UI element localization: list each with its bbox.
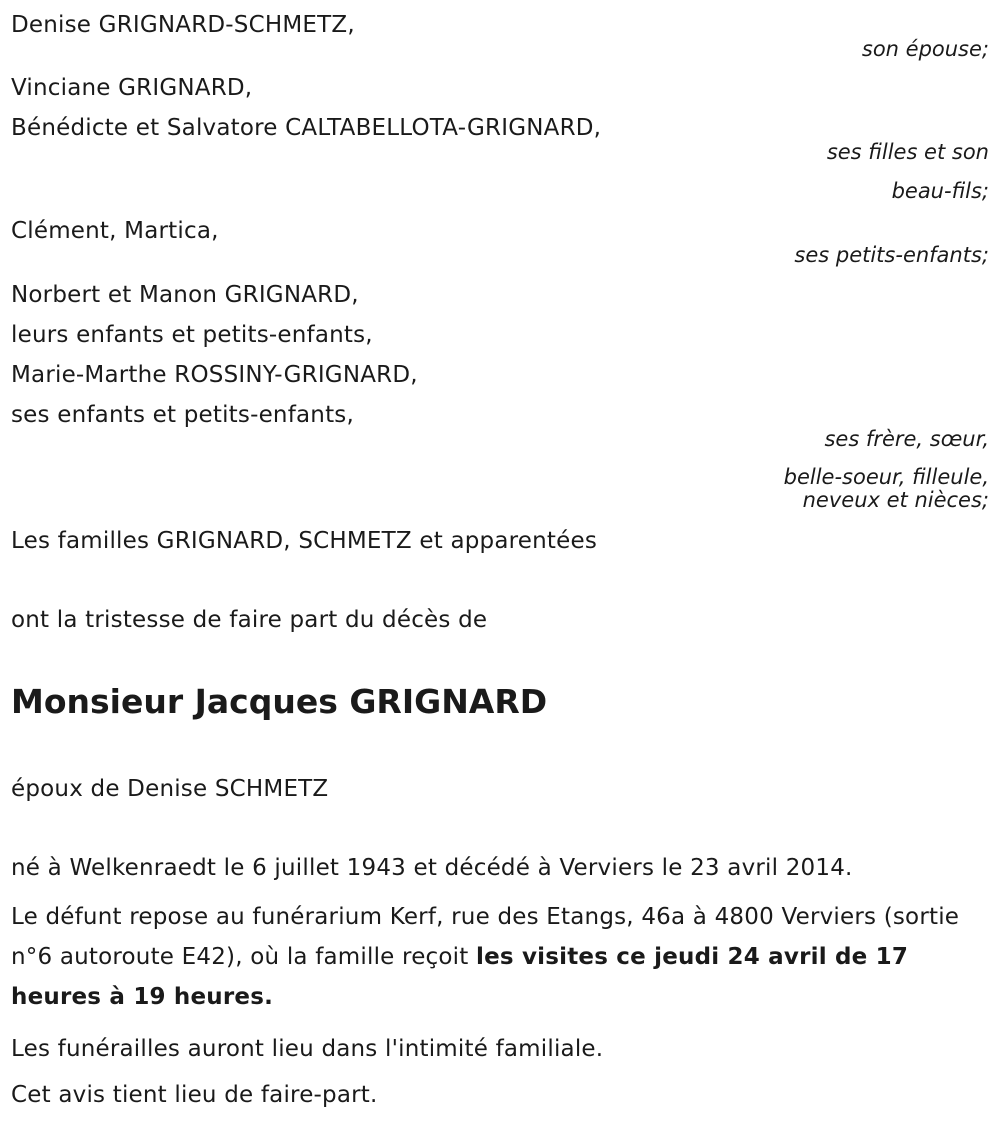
deceased-name: Monsieur Jacques GRIGNARD bbox=[11, 682, 548, 721]
spouse-of: époux de Denise SCHMETZ bbox=[11, 776, 329, 802]
sibling-2: Marie-Marthe ROSSINY-GRIGNARD, bbox=[11, 362, 418, 388]
sibling-2-descendants: ses enfants et petits-enfants, bbox=[11, 402, 354, 428]
daughter-2: Bénédicte et Salvatore CALTABELLOTA-GRIGNARD, bbox=[11, 115, 602, 141]
spouse-role: son épouse; bbox=[861, 37, 989, 61]
funeral-info: Les funérailles auront lieu dans l'intimité familiale. bbox=[11, 1036, 604, 1062]
announcement: ont la tristesse de faire part du décès de bbox=[11, 607, 488, 633]
grandchildren: Clément, Martica, bbox=[11, 218, 219, 244]
siblings-role-line-3: neveux et nièces; bbox=[802, 488, 989, 512]
sibling-1-descendants: leurs enfants et petits-enfants, bbox=[11, 322, 373, 348]
notice-line: Cet avis tient lieu de faire-part. bbox=[11, 1082, 378, 1108]
grandchildren-role: ses petits-enfants; bbox=[794, 243, 989, 267]
daughters-role-line-1: ses filles et son bbox=[826, 140, 989, 164]
repose-text: Le défunt repose au funérarium Kerf, rue des Etangs, 46a à 4800 Verviers (sortie n°6 autoroute E42), où la famille reçoit bbox=[11, 904, 960, 970]
sibling-1: Norbert et Manon GRIGNARD, bbox=[11, 282, 359, 308]
siblings-role-line-1: ses frère, sœur, bbox=[824, 427, 989, 451]
birth-death-line: né à Welkenraedt le 6 juillet 1943 et décédé à Verviers le 23 avril 2014. bbox=[11, 855, 853, 881]
daughters-role-line-2: beau-fils; bbox=[891, 179, 989, 203]
visits-info: les visites ce jeudi 24 avril de 17 heures à 19 heures. bbox=[11, 944, 909, 1010]
daughter-1: Vinciane GRIGNARD, bbox=[11, 75, 253, 101]
spouse-name: Denise GRIGNARD-SCHMETZ, bbox=[11, 12, 355, 38]
families-line: Les familles GRIGNARD, SCHMETZ et apparentées bbox=[11, 528, 598, 554]
repose-paragraph bbox=[11, 897, 971, 1017]
siblings-role-line-2: belle-soeur, filleule, bbox=[783, 465, 989, 489]
